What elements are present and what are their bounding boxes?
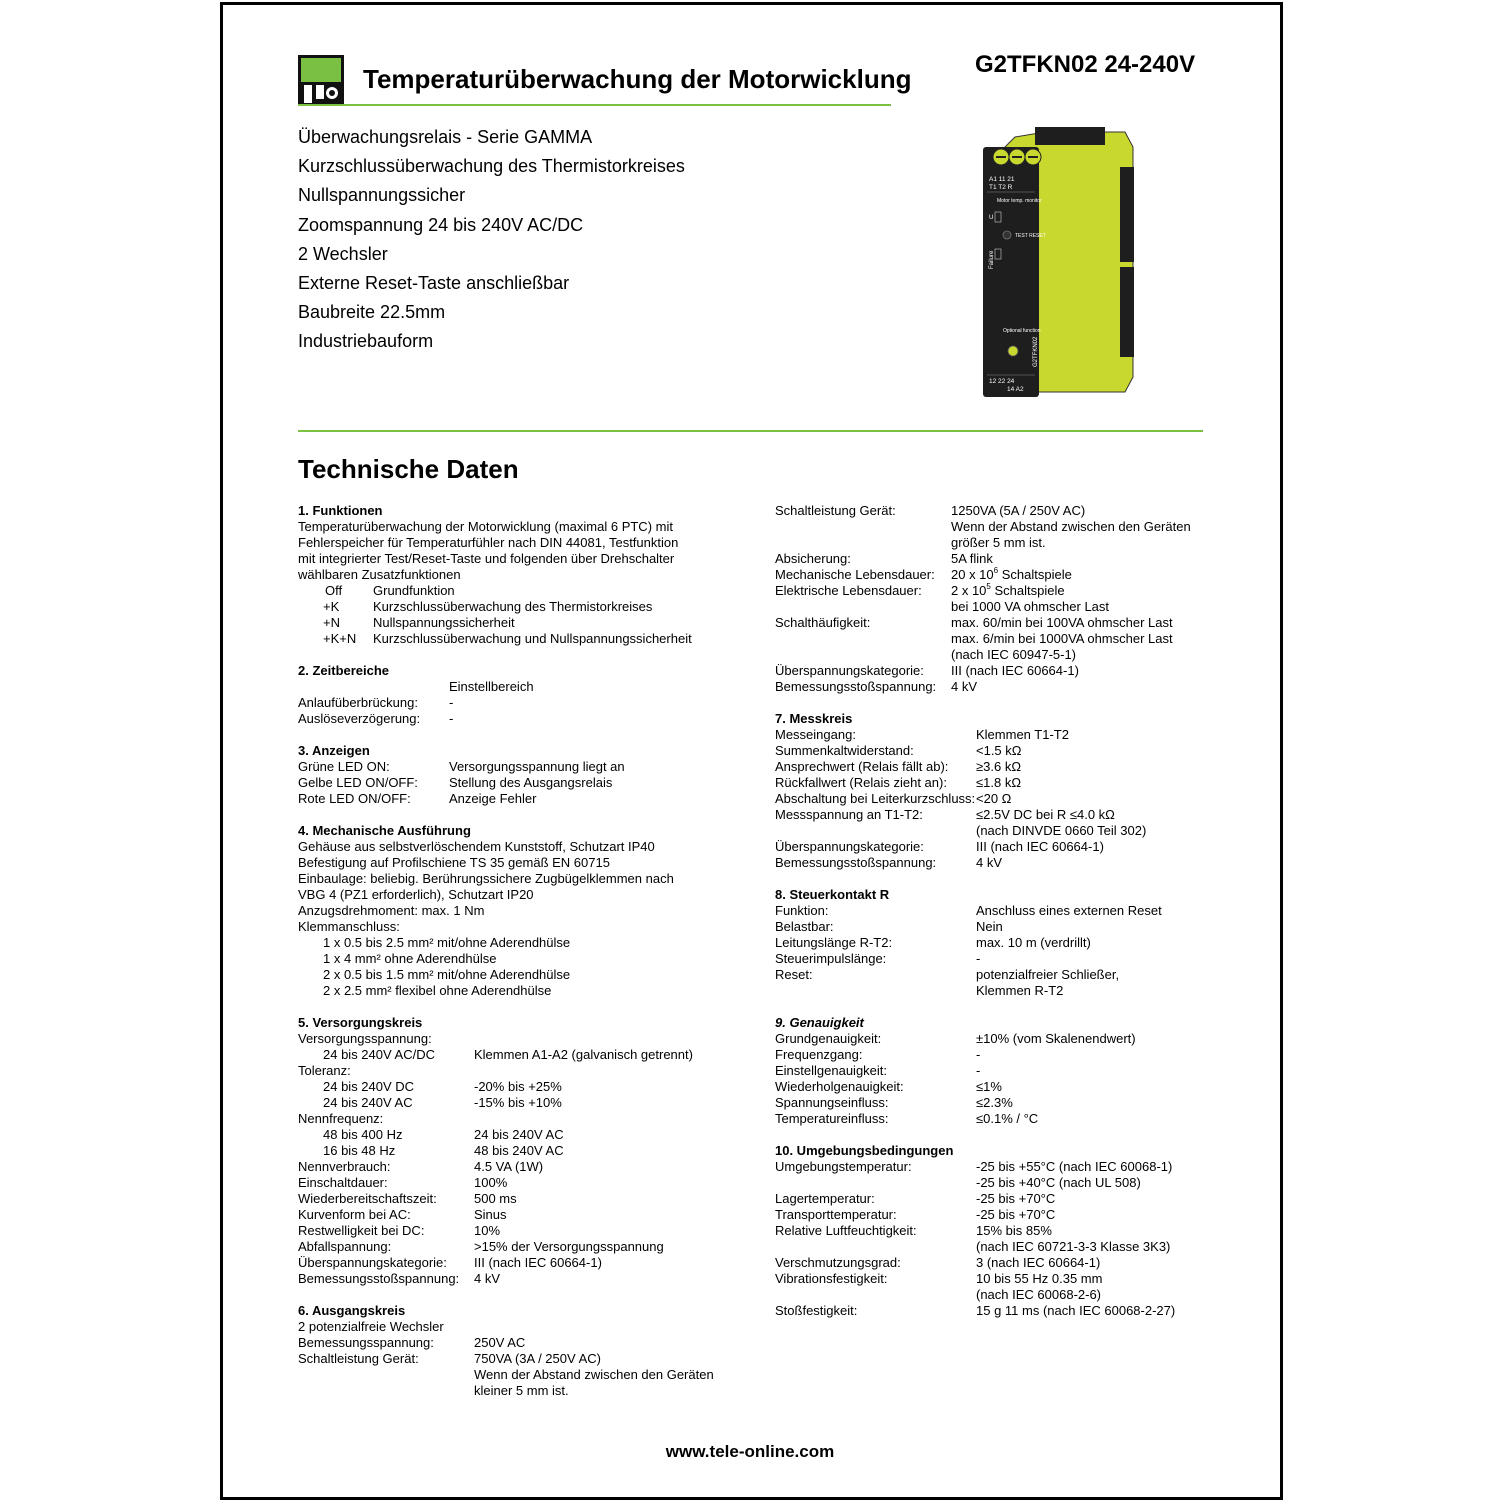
spec-heading: 4. Mechanische Ausführung xyxy=(298,823,471,838)
spec-value: III (nach IEC 60664-1) xyxy=(951,663,1079,678)
spec-value: 4 kV xyxy=(976,855,1003,870)
spec-row xyxy=(298,1191,748,1207)
spec-row xyxy=(298,695,748,711)
device-monitor-label: Motor temp. monitor xyxy=(997,198,1042,204)
spec-column-header: Einstellbereich xyxy=(449,679,534,694)
spec-value: 10% xyxy=(474,1223,501,1238)
spec-text: Gehäuse aus selbstverlöschendem Kunststoff, Schutzart IP40 xyxy=(298,839,655,854)
spec-value: 24 bis 240V AC xyxy=(474,1127,564,1142)
spec-value: (nach IEC 60068-2-6) xyxy=(976,1287,1102,1302)
spec-key: Transporttemperatur: xyxy=(775,1207,897,1222)
spec-key: Überspannungskategorie: xyxy=(298,1255,447,1270)
spec-row xyxy=(775,727,1215,743)
spec-key: Wiederbereitschaftszeit: xyxy=(298,1191,437,1206)
mode-value: Grundfunktion xyxy=(373,583,455,598)
spec-row xyxy=(298,1255,748,1271)
spec-row xyxy=(775,775,1215,791)
spec-row xyxy=(775,663,1215,679)
spec-row xyxy=(775,791,1215,807)
spec-row xyxy=(298,1351,748,1367)
spec-key: Grundgenauigkeit: xyxy=(775,1031,882,1046)
spec-value: (nach IEC 60721-3-3 Klasse 3K3) xyxy=(976,1239,1171,1254)
spec-value: ≤1% xyxy=(976,1079,1002,1094)
spec-heading: 3. Anzeigen xyxy=(298,743,370,758)
spec-row xyxy=(775,1191,1215,1207)
spec-value: -20% bis +25% xyxy=(474,1079,562,1094)
spec-value: Anzeige Fehler xyxy=(449,791,537,806)
spec-key: Anlaufüberbrückung: xyxy=(298,695,418,710)
spec-row xyxy=(775,1287,1215,1303)
title-underline xyxy=(298,104,891,106)
spec-heading: 7. Messkreis xyxy=(775,711,853,726)
spec-row xyxy=(298,935,748,951)
spec-key: Rückfallwert (Relais zieht an): xyxy=(775,775,947,790)
mode-key: Off xyxy=(325,583,343,598)
spec-value: <1.5 kΩ xyxy=(976,743,1022,758)
device-failure-label: Failure xyxy=(989,250,995,269)
spec-row xyxy=(775,1207,1215,1223)
spec-row xyxy=(775,839,1215,855)
feature-item: Nullspannungssicher xyxy=(298,185,466,206)
spec-key: Temperatureinfluss: xyxy=(775,1111,889,1126)
spec-row xyxy=(775,647,1215,663)
spec-heading: 8. Steuerkontakt R xyxy=(775,887,890,902)
spec-value: >15% der Versorgungsspannung xyxy=(474,1239,664,1254)
spec-text: Klemmanschluss: xyxy=(298,919,400,934)
spec-row xyxy=(775,759,1215,775)
spec-row xyxy=(775,807,1215,823)
spec-value: ≤2.5V DC bei R ≤4.0 kΩ xyxy=(976,807,1115,822)
spec-value: Stellung des Ausgangsrelais xyxy=(449,775,613,790)
spec-key: Summenkaltwiderstand: xyxy=(775,743,914,758)
device-optional-label: Optional function xyxy=(1003,328,1041,334)
device-u-label: U xyxy=(989,215,994,221)
spec-row xyxy=(775,935,1215,951)
spec-row xyxy=(775,1063,1215,1079)
spec-value: ≤2.3% xyxy=(976,1095,1013,1110)
spec-key: Leitungslänge R-T2: xyxy=(775,935,893,950)
spec-heading: 2. Zeitbereiche xyxy=(298,663,390,678)
spec-value: Klemmen R-T2 xyxy=(976,983,1064,998)
spec-key: Abfallspannung: xyxy=(298,1239,392,1254)
spec-key: Lagertemperatur: xyxy=(775,1191,875,1206)
footer-url[interactable]: www.tele-online.com xyxy=(665,1442,835,1461)
spec-heading: 5. Versorgungskreis xyxy=(298,1015,423,1030)
spec-text: VBG 4 (PZ1 erforderlich), Schutzart IP20 xyxy=(298,887,534,902)
spec-text: 2 potenzialfreie Wechsler xyxy=(298,1319,444,1334)
spec-row xyxy=(298,1223,748,1239)
spec-key: Steuerimpulslänge: xyxy=(775,951,887,966)
spec-value: 10 bis 55 Hz 0.35 mm xyxy=(976,1271,1103,1286)
spec-key: 24 bis 240V DC xyxy=(323,1079,415,1094)
spec-row xyxy=(775,1095,1215,1111)
spec-row xyxy=(775,583,1215,599)
spec-value: - xyxy=(976,951,981,966)
spec-value: -25 bis +55°C (nach IEC 60068-1) xyxy=(976,1159,1173,1174)
spec-row xyxy=(298,679,748,695)
spec-value: 1250VA (5A / 250V AC) xyxy=(951,503,1086,518)
spec-text: Anzugsdrehmoment: max. 1 Nm xyxy=(298,903,485,918)
spec-value: Nein xyxy=(976,919,1003,934)
spec-row xyxy=(775,1175,1215,1191)
spec-row xyxy=(298,759,748,775)
spec-value: Klemmen T1-T2 xyxy=(976,727,1069,742)
spec-value: Wenn der Abstand zwischen den Geräten xyxy=(474,1367,714,1382)
spec-key: Verschmutzungsgrad: xyxy=(775,1255,901,1270)
spec-value: 100% xyxy=(474,1175,508,1190)
spec-row xyxy=(775,823,1215,839)
spec-row xyxy=(775,567,1215,583)
spec-value: Versorgungsspannung liegt an xyxy=(449,759,625,774)
spec-key: Abschaltung bei Leiterkurzschluss: xyxy=(775,791,976,806)
spec-key: Funktion: xyxy=(775,903,829,918)
spec-value: 4.5 VA (1W) xyxy=(474,1159,544,1174)
spec-text: Einbaulage: beliebig. Berührungssichere Zugbügelklemmen nach xyxy=(298,871,674,886)
spec-value: (nach IEC 60947-5-1) xyxy=(951,647,1077,662)
spec-value: größer 5 mm ist. xyxy=(951,535,1046,550)
spec-row xyxy=(298,1143,748,1159)
spec-row xyxy=(775,1159,1215,1175)
spec-value: max. 10 m (verdrillt) xyxy=(976,935,1091,950)
mode-row xyxy=(298,599,748,615)
spec-row xyxy=(775,1223,1215,1239)
spec-key: 16 bis 48 Hz xyxy=(323,1143,396,1158)
spec-key: Stoßfestigkeit: xyxy=(775,1303,858,1318)
spec-row xyxy=(298,1079,748,1095)
spec-key: Bemessungsstoßspannung: xyxy=(775,679,937,694)
spec-row xyxy=(775,983,1215,999)
spec-value: ≤0.1% / °C xyxy=(976,1111,1039,1126)
spec-key: Bemessungsspannung: xyxy=(298,1335,434,1350)
spec-row xyxy=(298,1127,748,1143)
product-image xyxy=(975,127,1145,407)
spec-row xyxy=(775,1239,1215,1255)
feature-item: Überwachungsrelais - Serie GAMMA xyxy=(298,127,593,147)
spec-row xyxy=(775,951,1215,967)
spec-value: <20 Ω xyxy=(976,791,1012,806)
spec-key: Grüne LED ON: xyxy=(298,759,390,774)
spec-key: Schaltleistung Gerät: xyxy=(298,1351,419,1366)
spec-key: Einschaltdauer: xyxy=(298,1175,388,1190)
mode-value: Kurzschlussüberwachung des Thermistorkreises xyxy=(373,599,653,614)
spec-value: Sinus xyxy=(474,1207,507,1222)
spec-row xyxy=(298,1175,748,1191)
spec-value: III (nach IEC 60664-1) xyxy=(474,1255,602,1270)
spec-row xyxy=(298,1271,748,1287)
spec-row xyxy=(775,1111,1215,1127)
spec-value: 4 kV xyxy=(951,679,978,694)
spec-heading: 1. Funktionen xyxy=(298,503,383,518)
spec-row xyxy=(775,967,1215,983)
mode-key: +K+N xyxy=(323,631,357,646)
spec-value: 4 kV xyxy=(474,1271,501,1286)
spec-key: Ansprechwert (Relais fällt ab): xyxy=(775,759,949,774)
document-title: Temperaturüberwachung der Motorwicklung xyxy=(363,64,912,94)
spec-text: Temperaturüberwachung der Motorwicklung (maximal 6 PTC) mit xyxy=(298,519,673,534)
device-model-label: G2TFKN02 xyxy=(1033,336,1039,367)
spec-row xyxy=(775,599,1215,615)
spec-key: Schaltleistung Gerät: xyxy=(775,503,896,518)
spec-value: 48 bis 240V AC xyxy=(474,1143,564,1158)
spec-value: - xyxy=(976,1063,981,1078)
spec-key: Messeingang: xyxy=(775,727,856,742)
spec-key: Einstellgenauigkeit: xyxy=(775,1063,888,1078)
spec-value: max. 6/min bei 1000VA ohmscher Last xyxy=(951,631,1173,646)
spec-key: Wiederholgenauigkeit: xyxy=(775,1079,904,1094)
spec-text: Fehlerspeicher für Temperaturfühler nach DIN 44081, Testfunktion xyxy=(298,535,679,550)
spec-text: Befestigung auf Profilschiene TS 35 gemäß EN 60715 xyxy=(298,855,610,870)
section-title: Technische Daten xyxy=(298,454,519,484)
spec-value: ±10% (vom Skalenendwert) xyxy=(976,1031,1136,1046)
spec-key: Relative Luftfeuchtigkeit: xyxy=(775,1223,917,1238)
spec-key: 24 bis 240V AC/DC xyxy=(323,1047,436,1062)
spec-row xyxy=(298,1383,748,1399)
spec-row xyxy=(775,631,1215,647)
spec-value: 750VA (3A / 250V AC) xyxy=(474,1351,601,1366)
specs-left-column xyxy=(298,503,748,1399)
spec-row xyxy=(775,519,1215,535)
spec-value: 20 x $10^6$ Schaltspiele xyxy=(951,566,1072,582)
spec-row xyxy=(775,855,1215,871)
feature-item: Baubreite 22.5mm xyxy=(298,302,446,323)
spec-row xyxy=(298,791,748,807)
spec-key: Spannungseinfluss: xyxy=(775,1095,889,1110)
clamp-item: 2 x 0.5 bis 1.5 mm² mit/ohne Aderendhülse xyxy=(323,967,571,982)
spec-row xyxy=(298,711,748,727)
spec-row xyxy=(775,535,1215,551)
spec-value: -25 bis +70°C xyxy=(976,1207,1056,1222)
device-test-reset-label: TEST RESET xyxy=(1015,233,1046,239)
spec-heading: 9. Genauigkeit xyxy=(775,1015,864,1030)
spec-row xyxy=(775,551,1215,567)
spec-key: Rote LED ON/OFF: xyxy=(298,791,411,806)
spec-heading: 6. Ausgangskreis xyxy=(298,1303,406,1318)
spec-key: Gelbe LED ON/OFF: xyxy=(298,775,418,790)
section-divider xyxy=(298,430,1203,432)
spec-text: Nennfrequenz: xyxy=(298,1111,384,1126)
spec-text: Versorgungsspannung: xyxy=(298,1031,432,1046)
spec-key: Schalthäufigkeit: xyxy=(775,615,871,630)
spec-row xyxy=(775,919,1215,935)
spec-text: wählbaren Zusatzfunktionen xyxy=(298,567,461,582)
spec-row xyxy=(775,743,1215,759)
clamp-item: 2 x 2.5 mm² flexibel ohne Aderendhülse xyxy=(323,983,552,998)
spec-row xyxy=(775,1271,1215,1287)
spec-value: bei 1000 VA ohmscher Last xyxy=(951,599,1110,614)
mode-row xyxy=(298,615,748,631)
clamp-item: 1 x 0.5 bis 2.5 mm² mit/ohne Aderendhülse xyxy=(323,935,571,950)
spec-value: 500 ms xyxy=(474,1191,517,1206)
spec-value: kleiner 5 mm ist. xyxy=(474,1383,569,1398)
spec-key: Restwelligkeit bei DC: xyxy=(298,1223,425,1238)
terminal-label-bottom-2: 14 A2 xyxy=(1007,386,1024,393)
spec-key: Absicherung: xyxy=(775,551,851,566)
spec-row xyxy=(775,615,1215,631)
feature-item: 2 Wechsler xyxy=(298,243,388,264)
feature-item: Zoomspannung 24 bis 240V AC/DC xyxy=(298,214,584,235)
spec-key: Belastbar: xyxy=(775,919,834,934)
spec-value: Anschluss eines externen Reset xyxy=(976,903,1162,918)
spec-row xyxy=(298,1095,748,1111)
spec-value: 3 (nach IEC 60664-1) xyxy=(976,1255,1101,1270)
mode-key: +N xyxy=(323,615,340,630)
mode-row xyxy=(298,631,748,647)
spec-text: Toleranz: xyxy=(298,1063,351,1078)
clamp-item: 1 x 4 mm² ohne Aderendhülse xyxy=(323,951,497,966)
spec-value: ≥3.6 kΩ xyxy=(976,759,1022,774)
spec-key: 24 bis 240V AC xyxy=(323,1095,413,1110)
spec-row xyxy=(298,1159,748,1175)
mode-key: +K xyxy=(323,599,340,614)
spec-value: 250V AC xyxy=(474,1335,526,1350)
feature-item: Externe Reset-Taste anschließbar xyxy=(298,272,570,293)
spec-key: Mechanische Lebensdauer: xyxy=(775,567,935,582)
tele-logo-icon xyxy=(298,55,344,105)
spec-key: Kurvenform bei AC: xyxy=(298,1207,411,1222)
spec-key: Elektrische Lebensdauer: xyxy=(775,583,922,598)
spec-value: -25 bis +70°C xyxy=(976,1191,1056,1206)
spec-row xyxy=(298,983,748,999)
spec-row xyxy=(298,1047,748,1063)
spec-row xyxy=(298,1335,748,1351)
spec-value: max. 60/min bei 100VA ohmscher Last xyxy=(951,615,1173,630)
spec-value: - xyxy=(976,1047,981,1062)
spec-value: 2 x $10^5$ Schaltspiele xyxy=(951,582,1065,598)
mode-value: Kurzschlussüberwachung und Nullspannungssicherheit xyxy=(373,631,692,646)
spec-key: Frequenzgang: xyxy=(775,1047,863,1062)
spec-heading: 10. Umgebungsbedingungen xyxy=(775,1143,954,1158)
spec-value: III (nach IEC 60664-1) xyxy=(976,839,1104,854)
spec-value: 15% bis 85% xyxy=(976,1223,1052,1238)
terminal-label-top-2: T1 T2 R xyxy=(989,184,1013,191)
spec-row xyxy=(298,775,748,791)
spec-key: Messspannung an T1-T2: xyxy=(775,807,923,822)
spec-row xyxy=(775,1255,1215,1271)
spec-row xyxy=(298,951,748,967)
spec-key: Reset: xyxy=(775,967,813,982)
terminal-label-bottom: 12 22 24 xyxy=(989,378,1015,385)
spec-row xyxy=(298,1207,748,1223)
spec-row xyxy=(775,1031,1215,1047)
spec-value: potenzialfreier Schließer, xyxy=(976,967,1120,982)
spec-key: 48 bis 400 Hz xyxy=(323,1127,403,1142)
feature-list xyxy=(298,123,685,357)
spec-key: Überspannungskategorie: xyxy=(775,663,924,678)
spec-key: Nennverbrauch: xyxy=(298,1159,391,1174)
spec-key: Bemessungsstoßspannung: xyxy=(775,855,937,870)
spec-key: Überspannungskategorie: xyxy=(775,839,924,854)
spec-row xyxy=(775,1047,1215,1063)
terminal-label-top: A1 11 21 xyxy=(989,176,1015,183)
spec-key: Auslöseverzögerung: xyxy=(298,711,421,726)
spec-value: -25 bis +40°C (nach UL 508) xyxy=(976,1175,1141,1190)
spec-key: Bemessungsstoßspannung: xyxy=(298,1271,460,1286)
spec-key: Vibrationsfestigkeit: xyxy=(775,1271,888,1286)
spec-row xyxy=(775,503,1215,519)
spec-row xyxy=(298,1367,748,1383)
spec-value: (nach DINVDE 0660 Teil 302) xyxy=(976,823,1147,838)
spec-row xyxy=(775,679,1215,695)
feature-item: Kurzschlussüberwachung des Thermistorkreises xyxy=(298,156,685,177)
spec-value: Wenn der Abstand zwischen den Geräten xyxy=(951,519,1191,534)
mode-row xyxy=(298,583,748,599)
spec-text: mit integrierter Test/Reset-Taste und folgenden über Drehschalter xyxy=(298,551,675,566)
spec-row xyxy=(775,1079,1215,1095)
spec-value: 5A flink xyxy=(951,551,993,566)
spec-row xyxy=(775,1303,1215,1319)
spec-value: 15 g 11 ms (nach IEC 60068-2-27) xyxy=(976,1303,1176,1318)
spec-value: Klemmen A1-A2 (galvanisch getrennt) xyxy=(474,1047,693,1062)
feature-item: Industriebauform xyxy=(298,331,434,352)
spec-value: ≤1.8 kΩ xyxy=(976,775,1022,790)
spec-value: - xyxy=(449,695,454,710)
spec-value: - xyxy=(449,711,454,726)
mode-value: Nullspannungssicherheit xyxy=(373,615,515,630)
spec-row xyxy=(775,903,1215,919)
spec-key: Umgebungstemperatur: xyxy=(775,1159,912,1174)
spec-row xyxy=(298,967,748,983)
spec-value: -15% bis +10% xyxy=(474,1095,562,1110)
spec-row xyxy=(298,1239,748,1255)
specs-right-column xyxy=(775,503,1215,1319)
model-number: G2TFKN02 24-240V xyxy=(975,51,1196,78)
